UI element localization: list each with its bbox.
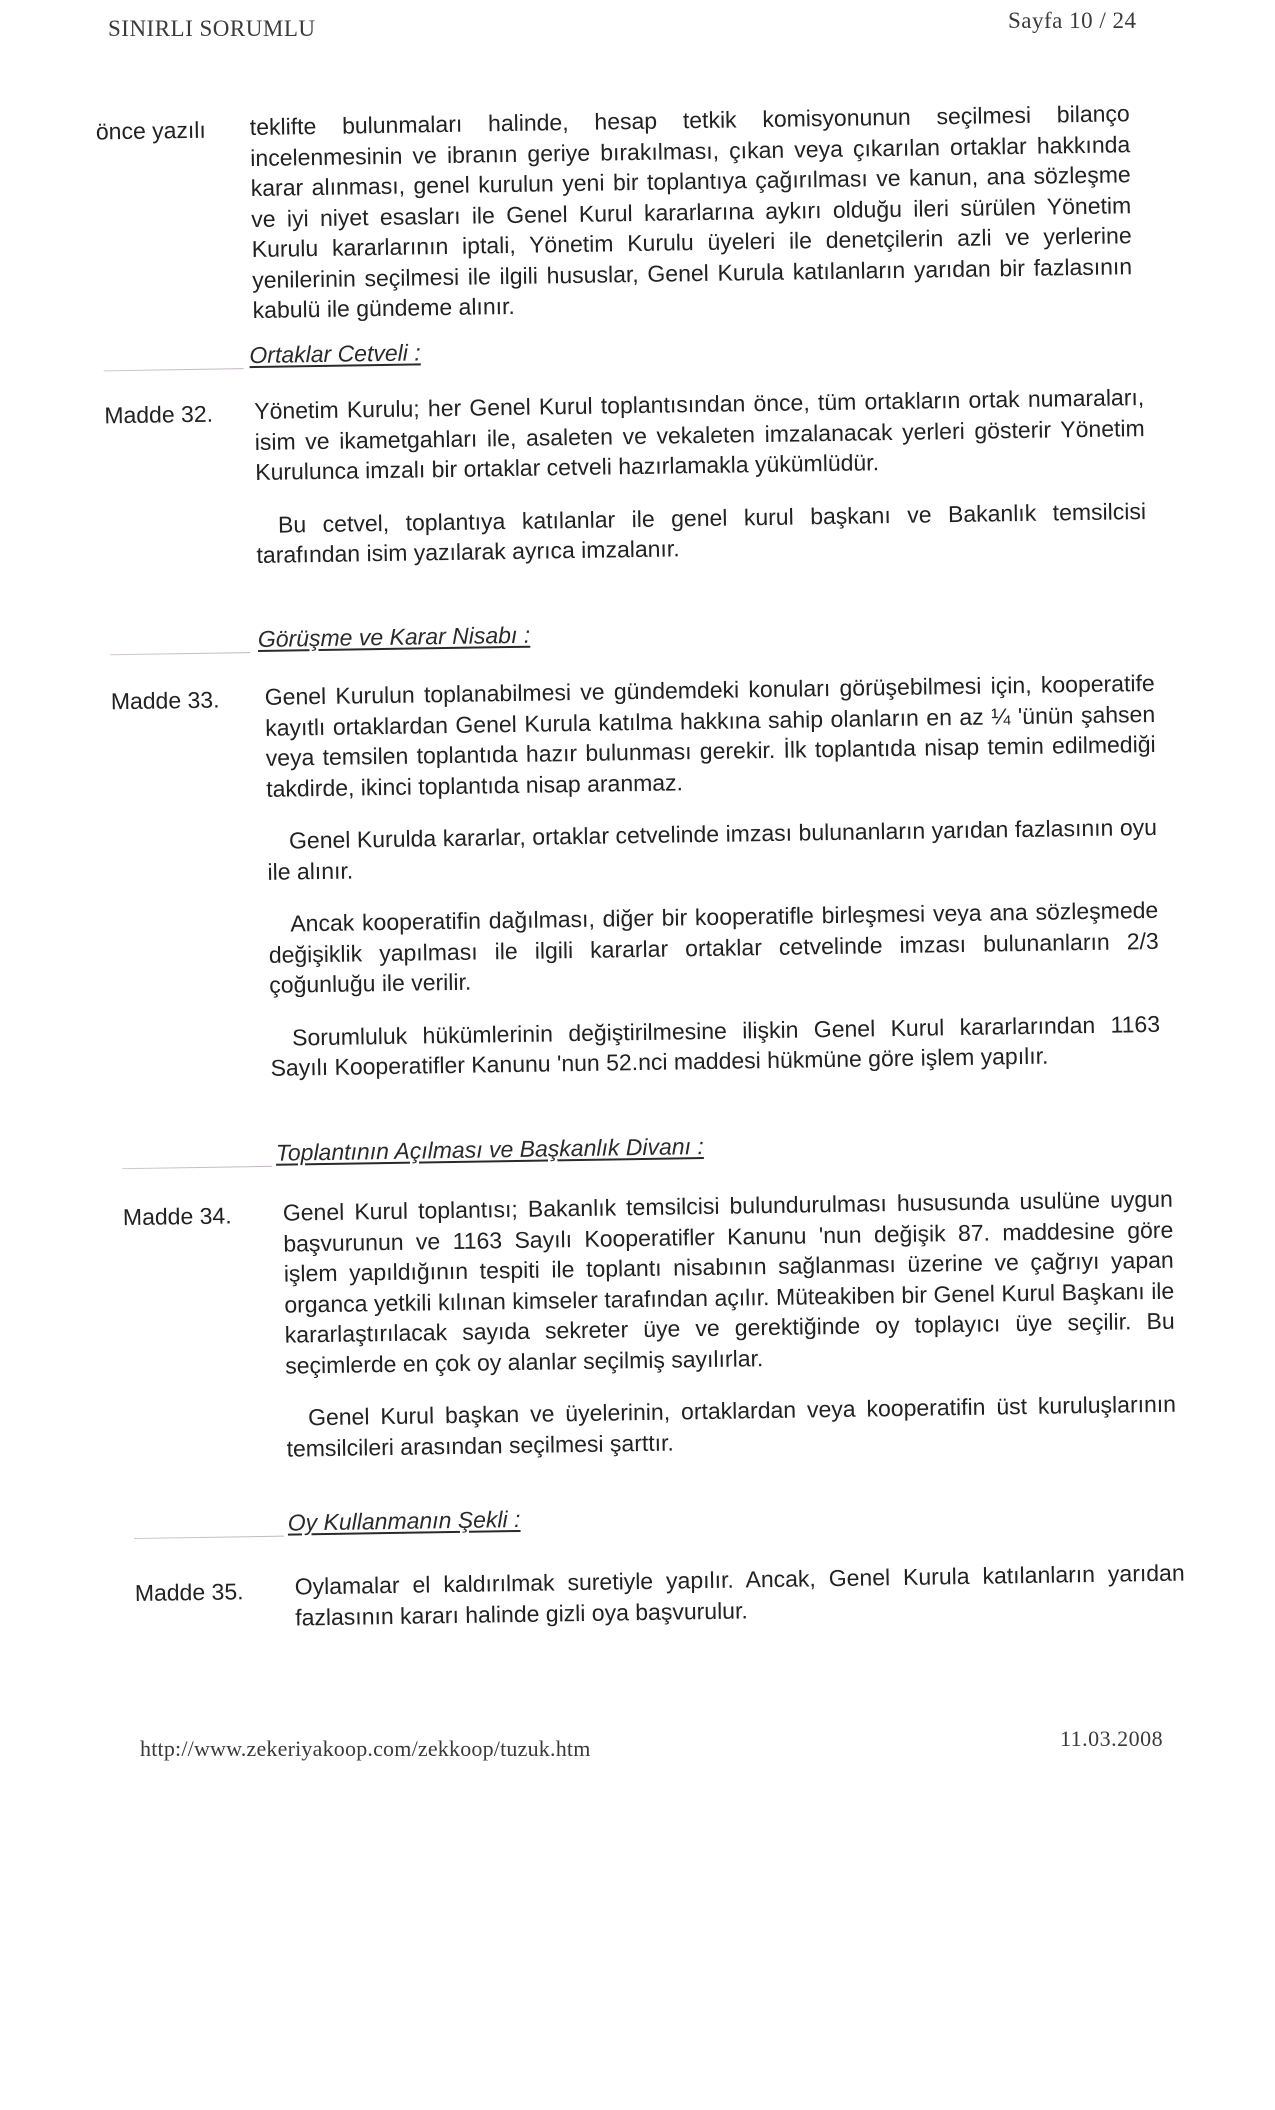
lead-paragraph: teklifte bulunmaları halinde, hesap tetkik komisyonunun seçilmesi bilanço incelenmesinin ve ibranın geriye bırakılması, çıkan veya çıkarılan ortaklar hakkında karar alınması, genel kurulun yeni bir toplantıya çağırılması ve kanun, ana sözleşme ve iyi niyet esasları ile Genel Kurul kararlarına aykırı olduğu ileri sürülen Yönetim Kurulu kararlarının iptali, Yönetim Kurulu üyeleri ile denetçilerin azli ve yerlerine yenilerinin seçilmesi ile ilgili hususlar, Genel Kurula katılanların yarıdan bir fazlasının kabulü ile gündeme alınır.: [249, 100, 1133, 324]
article-paragraph: Oylamalar el kaldırılmak suretiyle yapılır. Ancak, Genel Kurula katılanların yarıdan fazlasının kararı halinde gizli oya başvurulur.: [294, 1559, 1185, 1631]
section-heading: Ortaklar Cetveli :: [249, 339, 421, 369]
article-paragraph: Ancak kooperatifin dağılması, diğer bir kooperatifle birleşmesi veya ana sözleşmede değişiklik yapılması ile ilgili kararlar ortaklar cetvelinde imzası bulunanların 2/3 çoğunluğu ile verilir.: [268, 896, 1159, 998]
article-number: Madde 35.: [134, 1578, 244, 1607]
lead-paragraph-block: [250, 98, 1133, 325]
article-paragraph: Genel Kurul toplantısı; Bakanlık temsilcisi bulundurulması hususunda usulüne uygun başvurunun ve 1163 Sayılı Kooperatifler Kanunu 'nun değişik 87. maddesine göre işlem yapıldığının tespiti ile toplantı nisabının sağlanması üzerine ve çağrıyı yapan organca yetkili kılınan kimseler tarafından açılır. Müteakiben bir Genel Kurul Başkanı ile kararlaştırılacak sayıda sekreter üye ve gerektiğinde oy toplayıcı üye seçilir. Bu seçimlerde en çok oy alanlar seçilmiş sayılırlar.: [282, 1185, 1175, 1379]
section-rule: [104, 368, 244, 371]
article-paragraph: Bu cetvel, toplantıya katılanlar ile genel kurul başkanı ve Bakanlık temsilcisi tarafından isim yazılarak ayrıca imzalanır.: [256, 497, 1147, 568]
article-body: [254, 382, 1147, 570]
section-rule: [134, 1536, 284, 1539]
footer-url: http://www.zekeriyakoop.com/zekkoop/tuzuk.htm: [140, 1736, 591, 1761]
article-number: Madde 33.: [110, 686, 220, 715]
section-heading: Toplantının Açılması ve Başkanlık Divanı :: [275, 1133, 704, 1166]
article-paragraph: Genel Kurulun toplanabilmesi ve gündemdeki konuları görüşebilmesi için, kooperatife kayıtlı ortaklardan Genel Kurula katılma hakkına sahip olanların en az ¼ 'ünün şahsen veya temsilen toplantıda hazır bulunması gerekir. İlk toplantıda nisap temin edilmediği takdirde, ikinci toplantıda nisap aranmaz.: [264, 669, 1156, 802]
lead-label: önce yazılı: [95, 116, 207, 145]
section-heading: Görüşme ve Karar Nisabı :: [257, 621, 531, 652]
article-number: Madde 34.: [122, 1202, 232, 1231]
page-header-title: SINIRLI SORUMLU: [108, 16, 316, 41]
page-number: Sayfa 10 / 24: [1008, 8, 1137, 33]
article-paragraph: Genel Kurul başkan ve üyelerinin, ortaklardan veya kooperatifin üst kuruluşlarının temsilcileri arasından seçilmesi şarttır.: [286, 1390, 1177, 1462]
section-rule: [122, 1166, 272, 1169]
article-paragraph: Yönetim Kurulu; her Genel Kurul toplantısından önce, tüm ortakların ortak numaraları, isim ve ikametgahları ile, asaleten ve vekaleten imzalanacak yerleri gösterir Yönetim Kurulunca imzalı bir ortaklar cetveli hazırlamakla yükümlüdür.: [254, 384, 1145, 485]
article-paragraph: Sorumluluk hükümlerinin değiştirilmesine ilişkin Genel Kurul kararlarından 1163 Sayılı Kooperatifler Kanunu 'nun 52.nci maddesi hükmüne göre işlem yapılır.: [270, 1010, 1161, 1081]
article-body: [295, 1558, 1186, 1633]
section-heading: Oy Kullanmanın Şekli :: [287, 1505, 521, 1536]
article-paragraph: Genel Kurulda kararlar, ortaklar cetvelinde imzası bulunanların yarıdan fazlasının oyu ile alınır.: [267, 813, 1158, 885]
article-number: Madde 32.: [104, 400, 214, 429]
footer-date: 11.03.2008: [1060, 1726, 1164, 1751]
section-rule: [110, 652, 250, 655]
article-body: [265, 668, 1161, 1083]
article-body: [283, 1184, 1177, 1464]
